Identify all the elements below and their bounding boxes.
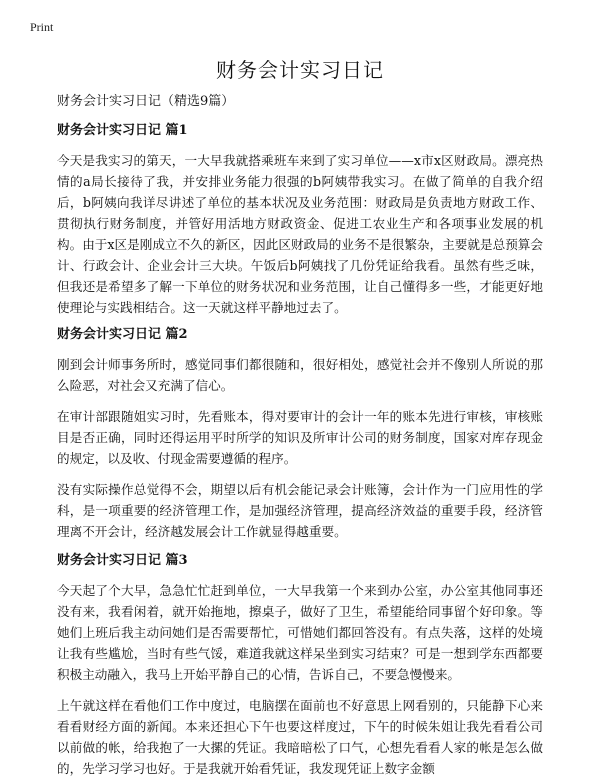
document-body — [57, 93, 543, 779]
section-3-paragraph-2: 上午就这样在看他们工作中度过，电脑摆在面前也不好意思上网看别的，只能静下心来看看财经方面的新闻。本来还担心下午也要这样度过，下午的时候朱姐让我先看看公司以前做的帐，给我抱了一大摞的凭证。我暗暗松了口气，心想先看看人家的帐是怎么做的，先学习学习也好。于是我就开始看凭证，我发现凭证上数字金额 — [57, 698, 543, 776]
document-title: 财务会计实习日记 — [216, 58, 384, 82]
section-1-paragraph-1: 今天是我实习的第天，一大早我就搭乘班车来到了实习单位——x市x区财政局。漂亮热情的a局长接待了我，并安排业务能力很强的b阿姨带我实习。在做了简单的自我介绍后，b阿姨向我详尽讲述了单位的基本状况及业务范围：财政局是负责地方财政工作、贯彻执行财务制度，并管好用活地方财政资金、促进工农业生产和各项事业发展的机构。由于x区是刚成立不久的新区，因此区财政局的业务不是很繁杂，主要就是总预算会计、行政会计、企业会计三大块。午饭后b阿姨找了几份凭证给我看。虽然有些乏味，但我还是希望多了解一下单位的财务状况和业务范围，让自己懂得多一些，才能更好地使理论与实践相结合。这一天就这样平静地过去了。 — [57, 153, 543, 315]
document-subtitle: 财务会计实习日记（精选9篇） — [57, 94, 235, 109]
section-heading-2: 财务会计实习日记 篇2 — [57, 327, 188, 342]
section-2-paragraph-3: 没有实际操作总觉得不会，期望以后有机会能记录会计账簿，会计作为一门应用性的学科，是一项重要的经济管理工作，是加强经济管理，提高经济效益的重要手段，经济管理离不开会计，经济越发展会计工作就显得越重要。 — [57, 482, 543, 539]
section-2-paragraph-1: 刚到会计师事务所时，感觉同事们都很随和，很好相处，感觉社会并不像别人所说的那么险恶，对社会又充满了信心。 — [57, 357, 543, 393]
section-heading-3: 财务会计实习日记 篇3 — [57, 553, 188, 568]
section-2-paragraph-2: 在审计部跟随姐实习时，先看账本，得对要审计的会计一年的账本先进行审核，审核账目是否正确，同时还得运用平时所学的知识及所审计公司的财务制度，国家对库存现金的规定，以及收、付现金需要遵循的程序。 — [57, 409, 543, 466]
print-link[interactable]: Print — [30, 20, 54, 34]
section-heading-1: 财务会计实习日记 篇1 — [57, 123, 188, 138]
section-3-paragraph-1: 今天起了个大早，急急忙忙赶到单位，一大早我第一个来到办公室，办公室其他同事还没有来，我看闲着，就开始拖地，擦桌子，做好了卫生，希望能给同事留个好印象。等她们上班后我主动问她们是否需要帮忙，可惜她们都回答没有。有点失落，这样的处境让我有些尴尬，当时有些气馁，难道我就这样呆坐到实习结束？可是一想到学东西都要积极主动融入，我马上开始平静自己的心情，告诉自己，不要急慢慢来。 — [57, 583, 543, 682]
